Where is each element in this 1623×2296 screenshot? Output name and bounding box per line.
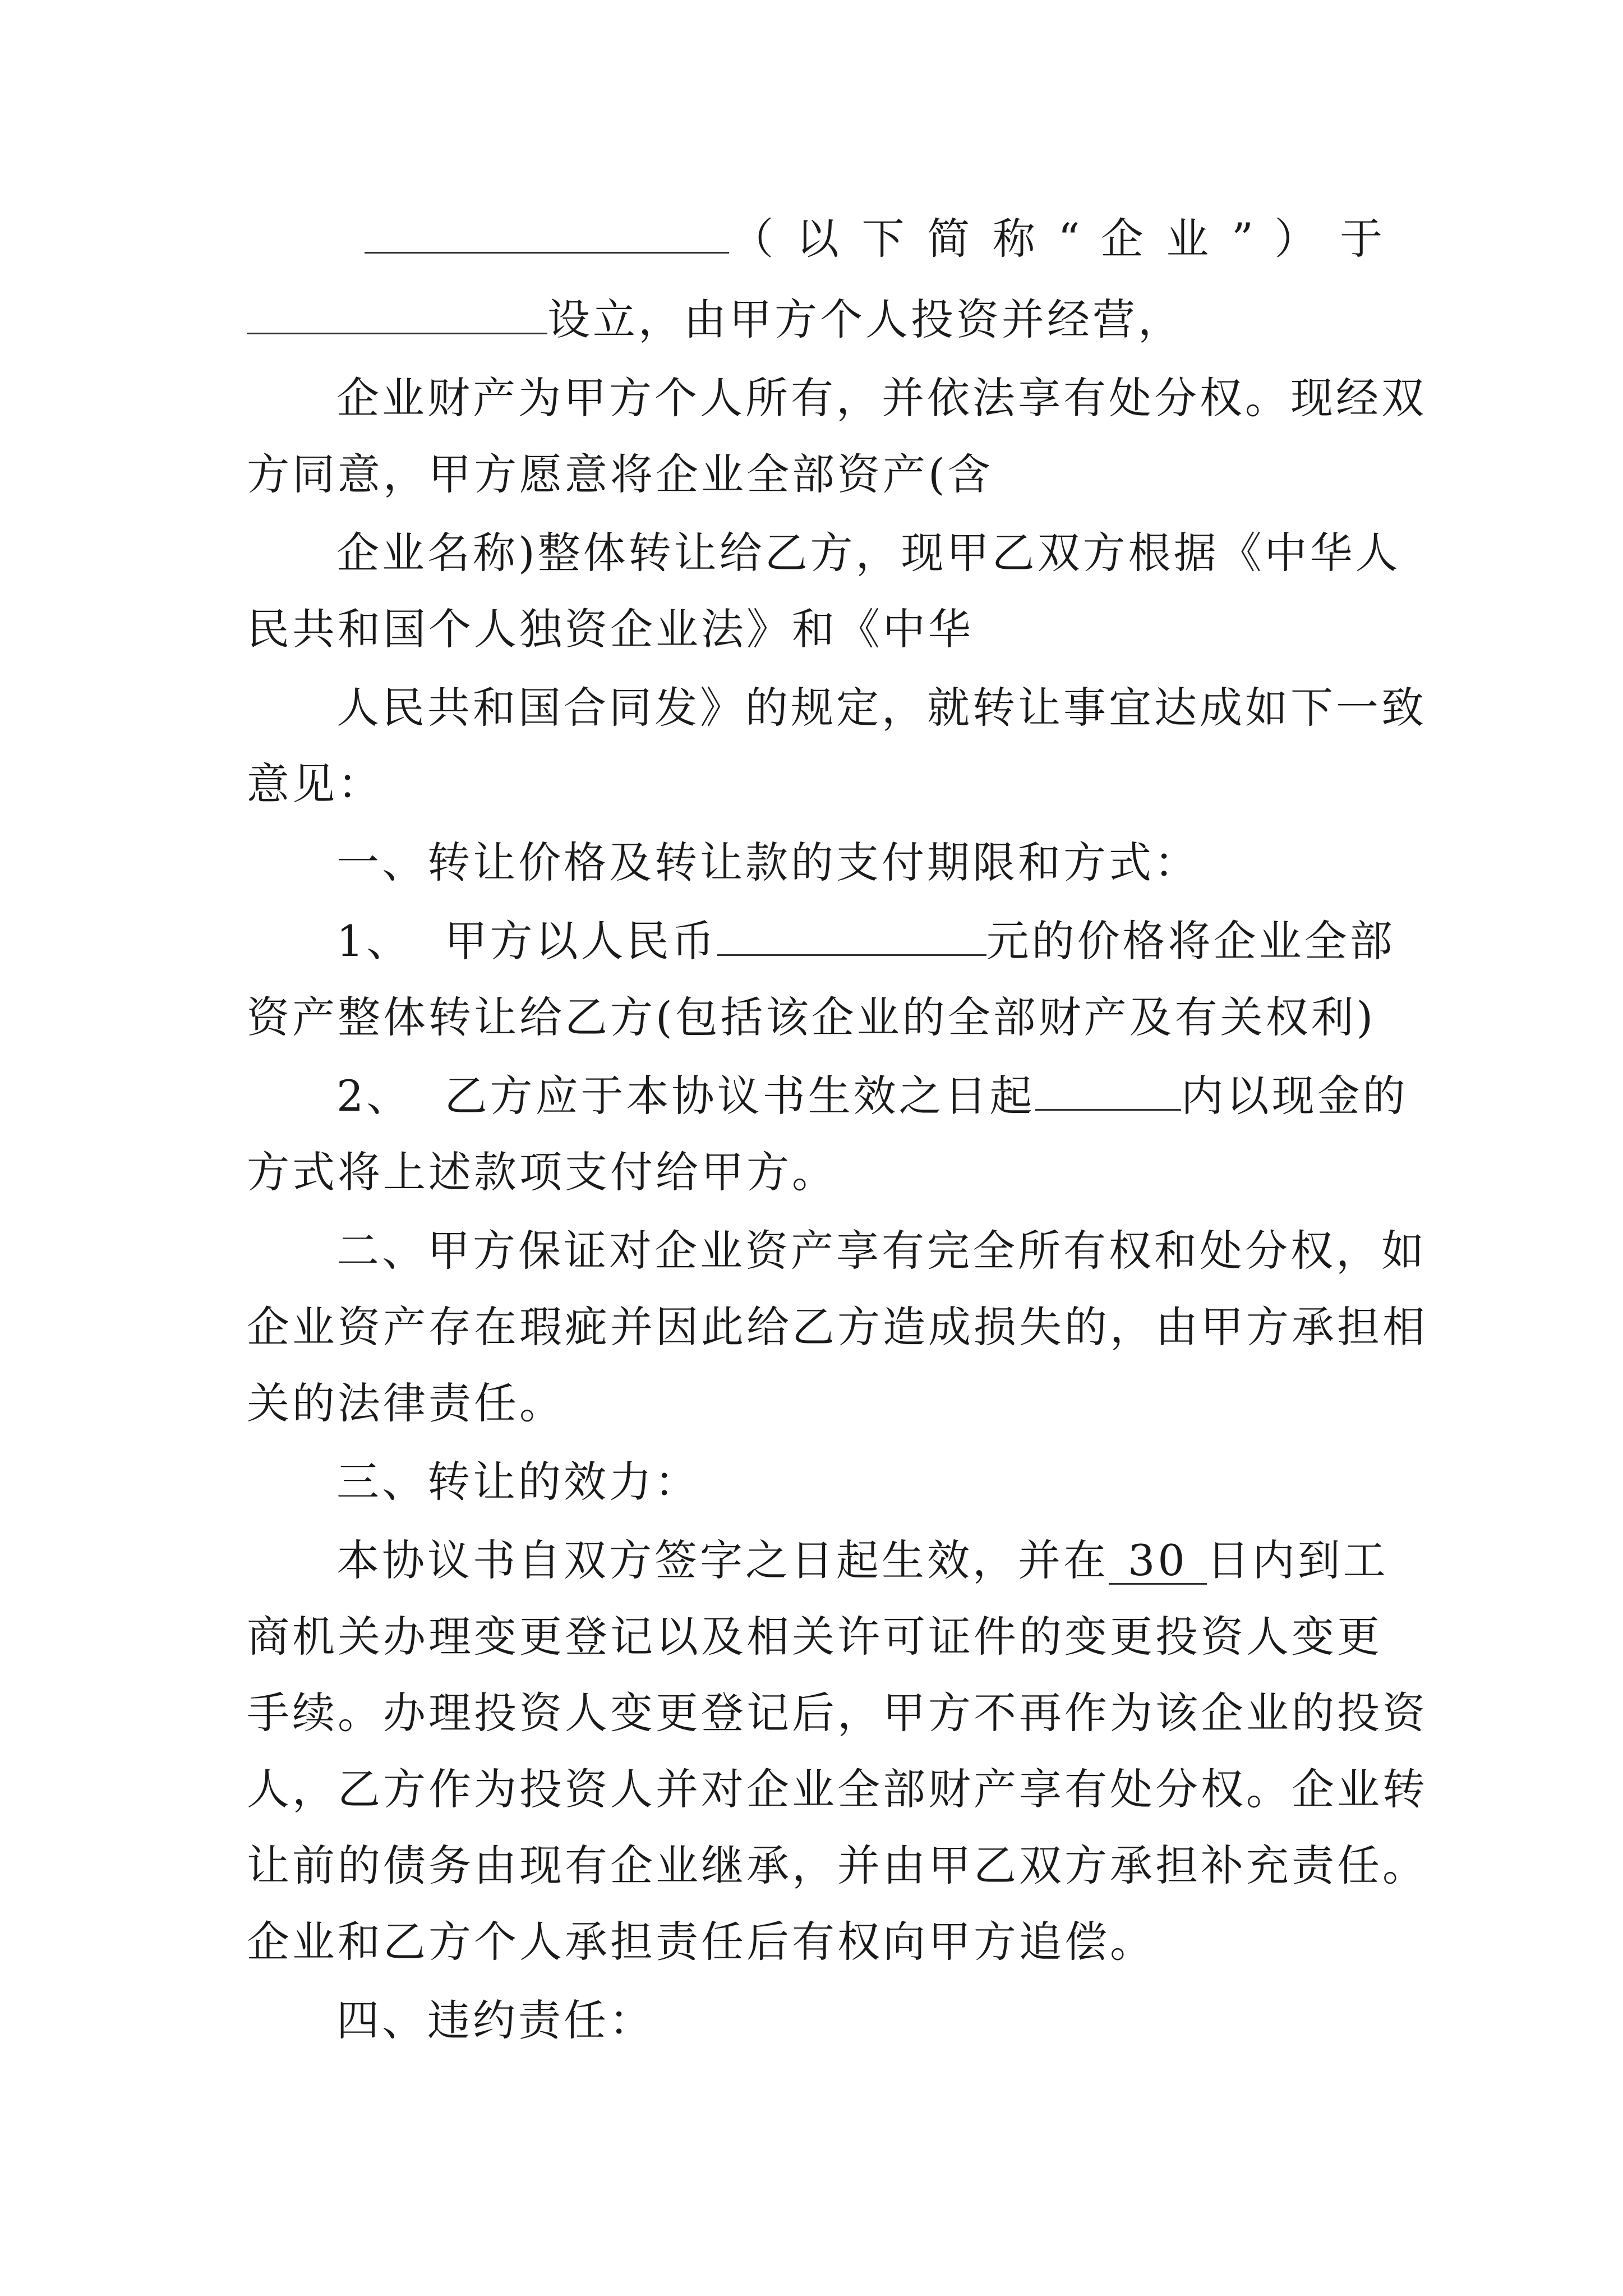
section2-line-3: 关的法律责任。 xyxy=(247,1378,565,1428)
price-blank xyxy=(717,918,986,956)
item1-prefix: 1、 甲方以人民币 xyxy=(336,916,717,966)
section3-line-5: 让前的债务由现有企业继承，并由甲乙双方承担补充责任。 xyxy=(247,1841,1428,1890)
para1-line-1: 企业财产为甲方个人所有，并依法享有处分权。现经双 xyxy=(336,373,1427,423)
item2-suffix: 内以现金的 xyxy=(1181,1071,1408,1121)
item2-prefix: 2、 乙方应于本协议书生效之日起 xyxy=(336,1071,1035,1121)
section3-line-1-suffix: 日内到工 xyxy=(1206,1535,1389,1585)
para3-line-1: 人民共和国合同发》的规定，就转让事宜达成如下一致 xyxy=(336,683,1427,733)
enterprise-name-blank xyxy=(365,216,729,254)
item1-line-1 xyxy=(336,914,1395,968)
intro-line-2 xyxy=(247,293,1385,347)
section3-line-2: 商机关办理变更登记以及相关许可证件的变更投资人变更 xyxy=(247,1612,1382,1662)
item2-line-1 xyxy=(336,1069,1408,1123)
section4-heading: 四、违约责任： xyxy=(336,1995,654,2045)
establish-date-blank xyxy=(247,297,547,334)
section2-line-1: 二、甲方保证对企业资产享有完全所有权和处分权，如 xyxy=(336,1226,1427,1276)
section3-line-1-prefix: 本协议书自双方签字之日起生效，并在 xyxy=(336,1535,1109,1585)
section3-line-6: 企业和乙方个人承担责任后有权向甲方追偿。 xyxy=(247,1917,1155,1967)
section2-line-2: 企业资产存在瑕疵并因此给乙方造成损失的，由甲方承担相 xyxy=(247,1302,1428,1352)
para3-line-2: 意见： xyxy=(247,759,383,809)
section3-line-3: 手续。办理投资人变更登记后，甲方不再作为该企业的投资 xyxy=(247,1688,1428,1738)
item1-line-2: 资产整体转让给乙方(包括该企业的全部财产及有关权利) xyxy=(247,992,1376,1042)
section1-heading: 一、转让价格及转让款的支付期限和方式： xyxy=(336,838,1200,887)
section3-line-1 xyxy=(336,1534,1389,1588)
para2-line-2: 民共和国个人独资企业法》和《中华 xyxy=(247,604,974,654)
item2-line-2: 方式将上述款项支付给甲方。 xyxy=(247,1147,837,1197)
item1-suffix: 元的价格将企业全部 xyxy=(986,916,1395,966)
para1-line-2: 方同意，甲方愿意将企业全部资产(含 xyxy=(247,449,993,499)
section3-line-4: 人，乙方作为投资人并对企业全部财产享有处分权。企业转 xyxy=(247,1764,1428,1814)
section3-heading: 三、转让的效力： xyxy=(336,1457,700,1507)
intro-line-2-text: 设立，由甲方个人投资并经营， xyxy=(547,295,1183,344)
para2-line-1: 企业名称)整体转让给乙方，现甲乙双方根据《中华人 xyxy=(336,528,1401,578)
intro-line-1 xyxy=(365,212,1385,266)
payment-period-blank xyxy=(1035,1073,1181,1111)
registration-days-blank: 30 xyxy=(1109,1538,1207,1585)
intro-line-1-text: （ 以 下 简 称 “ 企 业 ” ） 于 xyxy=(729,214,1385,264)
